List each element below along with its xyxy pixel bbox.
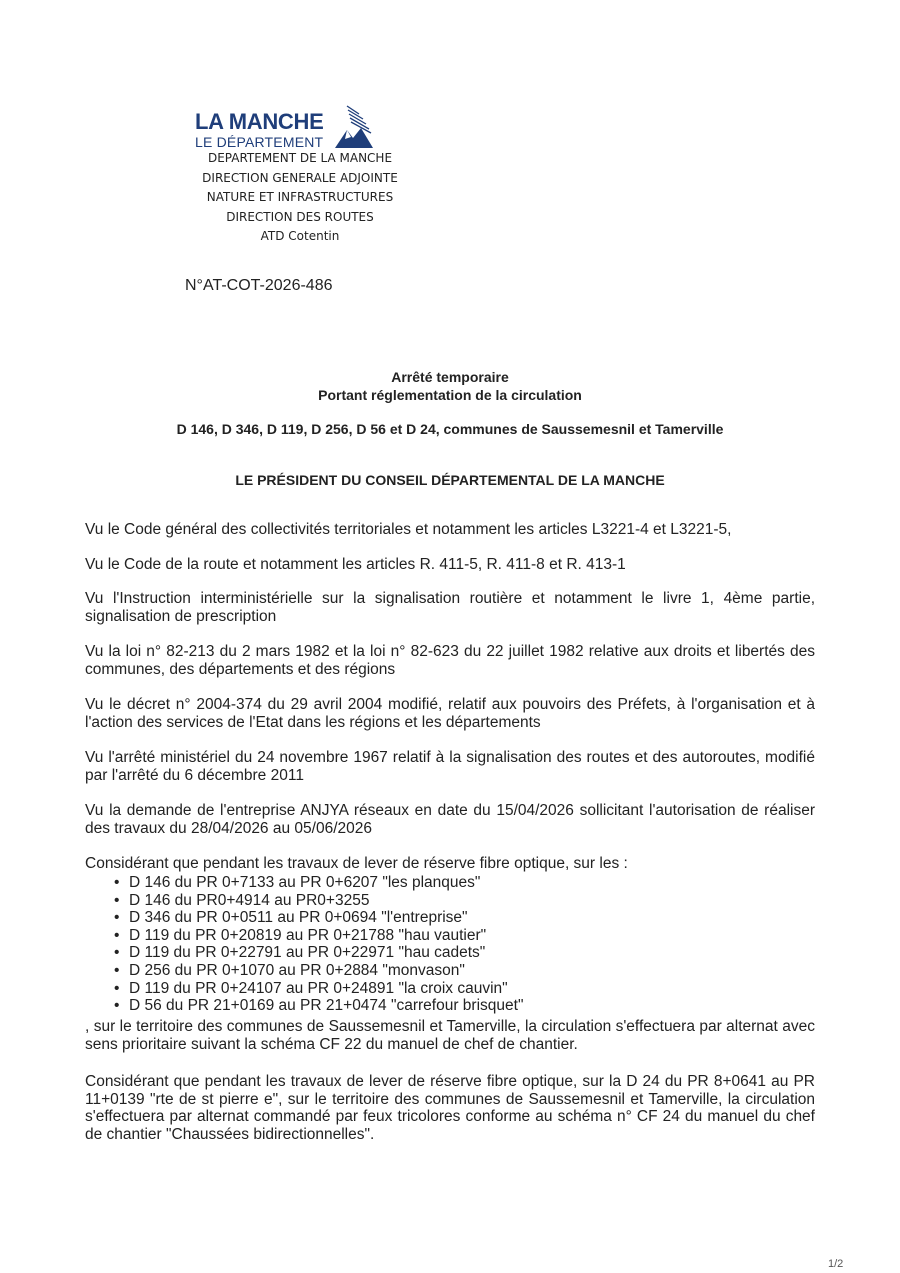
bullet: •	[114, 926, 120, 944]
header-line: ATD Cotentin	[260, 229, 340, 243]
list-item: • D 146 du PR 0+7133 au PR 0+6207 "les planques"	[114, 874, 481, 891]
logo-subtitle: LE DÉPARTEMENT	[195, 134, 324, 150]
vu-paragraph: Vu l'Instruction interministérielle sur la signalisation routière et notamment le livre 1, 4ème partie, signalisation de prescription	[85, 590, 815, 625]
list-item: • D 119 du PR 0+20819 au PR 0+21788 "hau vautier"	[114, 926, 487, 944]
page-number: 1/2	[828, 1258, 844, 1270]
bullet: •	[114, 944, 120, 962]
vu-paragraph: Vu l'arrêté ministériel du 24 novembre 1967 relatif à la signalisation des routes et des autoroutes, modifié par l'arrêté du 6 décembre 2011	[85, 749, 815, 784]
bullet: •	[114, 909, 120, 927]
header-line: DEPARTEMENT DE LA MANCHE	[207, 151, 393, 165]
header-line: NATURE ET INFRASTRUCTURES	[206, 190, 394, 204]
vu-paragraph: Vu le décret n° 2004-374 du 29 avril 2004 modifié, relatif aux pouvoirs des Préfets, à l'organisation et à l'action des services de l'Etat dans les régions et les départements	[85, 696, 815, 731]
considerant-intro: Considérant que pendant les travaux de lever de réserve fibre optique, sur les :	[85, 855, 628, 872]
list-item: • D 119 du PR 0+24107 au PR 0+24891 "la croix cauvin"	[114, 979, 508, 997]
vu-paragraph: Vu la demande de l'entreprise ANJYA réseaux en date du 15/04/2026 sollicitant l'autorisation de réaliser des travaux du 28/04/2026 au 05/06/2026	[85, 802, 815, 837]
department-header	[150, 149, 450, 247]
vu-paragraph: Vu le Code général des collectivités territoriales et notamment les articles L3221-4 et L3221-5,	[85, 521, 732, 538]
considerant-paragraph: Considérant que pendant les travaux de lever de réserve fibre optique, sur la D 24 du PR 8+0641 au PR 11+0139 "rte de st pierre e", sur le territoire des communes de Saussemesnil et Tamerville, la circulation s'effectuera par alternat commandé par feux tricolores conforme au schéma n° CF 24 du manuel du chef de chantier "Chaussées bidirectionnelles".	[85, 1073, 815, 1143]
roads-heading: D 146, D 346, D 119, D 256, D 56 et D 24, communes de Saussemesnil et Tamerville	[176, 421, 724, 437]
bullet: •	[114, 961, 120, 979]
document-subtitle: Portant réglementation de la circulation	[318, 387, 582, 403]
logo-title: LA MANCHE	[195, 109, 324, 134]
department-logo	[193, 104, 383, 152]
list-item: • D 56 du PR 21+0169 au PR 21+0474 "carrefour brisquet"	[114, 997, 524, 1015]
authority-heading: LE PRÉSIDENT DU CONSEIL DÉPARTEMENTAL DE LA MANCHE	[235, 472, 665, 488]
list-item: • D 346 du PR 0+0511 au PR 0+0694 "l'entreprise"	[114, 909, 468, 927]
bullet: •	[114, 979, 120, 997]
manche-wave-icon	[333, 104, 383, 152]
vu-paragraph: Vu la loi n° 82-213 du 2 mars 1982 et la loi n° 82-623 du 22 juillet 1982 relative aux droits et libertés des communes, des départements et des régions	[85, 643, 815, 678]
bullet: •	[114, 874, 120, 891]
header-line: DIRECTION GENERALE ADJOINTE	[202, 170, 398, 185]
header-line: DIRECTION DES ROUTES	[226, 209, 374, 224]
reference-number: N°AT-COT-2026-486	[185, 277, 333, 294]
list-item: • D 256 du PR 0+1070 au PR 0+2884 "monvason"	[114, 961, 465, 979]
document-title: Arrêté temporaire	[391, 369, 509, 385]
list-item: • D 146 du PR0+4914 au PR0+3255	[114, 891, 370, 909]
road-section-list	[112, 874, 523, 1015]
vu-paragraph: Vu le Code de la route et notamment les articles R. 411-5, R. 411-8 et R. 413-1	[85, 556, 626, 573]
bullet: •	[114, 891, 120, 909]
bullet: •	[114, 997, 120, 1015]
considerant-conclusion: , sur le territoire des communes de Saussemesnil et Tamerville, la circulation s'effectuera par alternat avec sens prioritaire suivant la schéma CF 22 du manuel de chef de chantier.	[85, 1018, 815, 1053]
list-item: • D 119 du PR 0+22791 au PR 0+22971 "hau cadets"	[114, 944, 486, 962]
